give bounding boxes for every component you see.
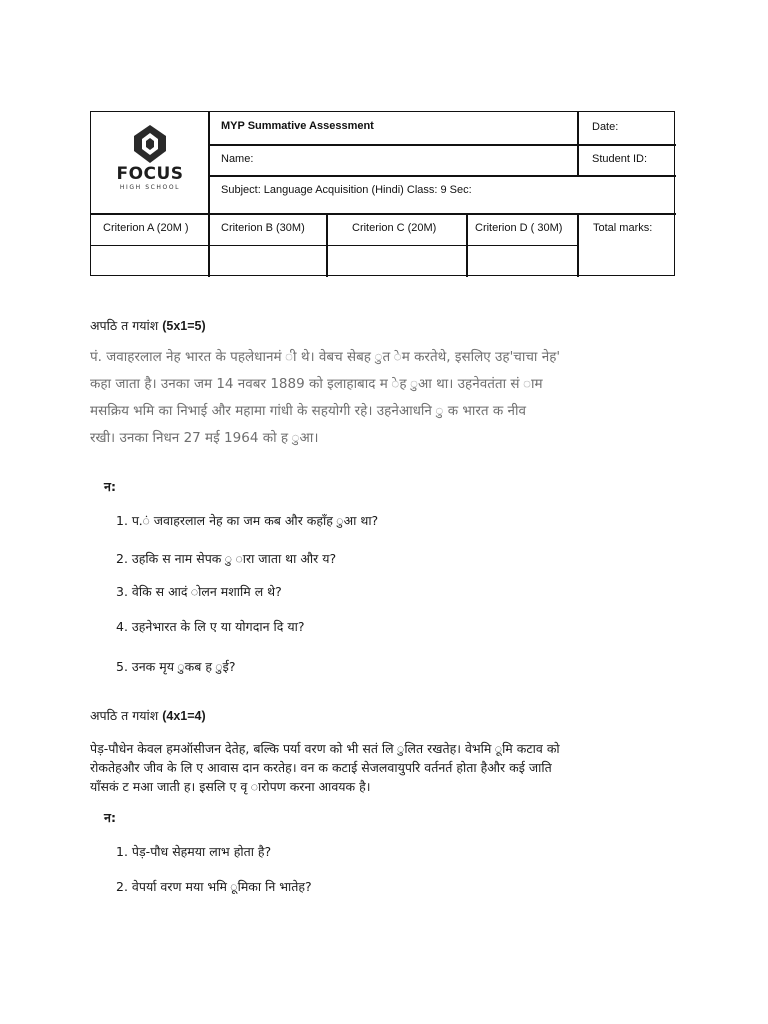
passage-line: याँसकं ट मआ जाती ह। इसलि ए वृ ारोपण करना आवयक है। — [90, 779, 371, 794]
divider — [91, 245, 577, 246]
section2-questions-label: न: — [104, 810, 116, 825]
question-item: 1. प.ं जवाहरलाल नेह का जम कब और कहाँह ुआ था? — [116, 513, 379, 528]
divider — [208, 175, 676, 177]
passage-line: कहा जाता है। उनका जम 14 नवबर 1889 को इलाहाबाद म ेह ुआ था। उहनेवतंता सं ाम — [90, 376, 543, 392]
criterion-c-label: Criterion C (20M) — [352, 222, 437, 234]
question-item: 1. पेड़-पौध सेहमया लाभ होता है? — [116, 844, 272, 859]
subject-line: Subject: Language Acquisition (Hindi) Class: 9 Sec: — [221, 184, 472, 196]
header-table — [90, 111, 675, 276]
school-logo-icon — [131, 124, 169, 164]
divider — [466, 213, 468, 277]
criterion-b-label: Criterion B (30M) — [221, 222, 305, 234]
question-item: 4. उहनेभारत के लि ए या योगदान दि या? — [116, 619, 305, 634]
date-label: Date: — [592, 121, 619, 133]
question-item: 5. उनक मृय ुकब ह ुई? — [116, 659, 236, 674]
logo-brand: FOCUS — [116, 164, 184, 184]
section2-marks: (4x1=4) — [162, 709, 206, 723]
section2-heading — [90, 707, 206, 724]
passage-line: पं. जवाहरलाल नेह भारत के पहलेधानमं ी थे। वेबच सेबह ुत ेम करतेथे, इसलिए उह'चाचा नेह' — [90, 349, 561, 365]
passage-line: मसक्रिय भमि का निभाई और महामा गांधी के सहयोगी रहे। उहनेआधनि ु क भारत क नीव — [90, 403, 527, 419]
question-item: 3. वेकि स आदं ोलन मशामि ल थे? — [116, 584, 282, 599]
assessment-title: MYP Summative Assessment — [221, 120, 374, 132]
section1-questions-label: न: — [104, 479, 116, 494]
section2-title: अपठि त गयांश — [90, 708, 159, 723]
divider — [577, 213, 579, 277]
criterion-a-label: Criterion A (20M ) — [103, 222, 189, 234]
section1-heading — [90, 317, 206, 334]
criterion-d-label: Criterion D ( 30M) — [475, 222, 563, 234]
divider — [208, 144, 676, 146]
passage-line: रोकतेहऔर जीव के लि ए आवास दान करतेह। वन क कटाई सेजलवायुपरि वर्तनर्त होता हैऔर कई जाति — [90, 760, 552, 775]
passage-line: पेड़-पौधेन केवल हमऑसीजन देतेह, बल्कि पर्या वरण को भी सतं लि ुलित रखतेह। वेभमि ूमि कटाव को — [90, 741, 560, 756]
total-marks-label: Total marks: — [593, 222, 653, 234]
question-item: 2. उहकि स नाम सेपक ु ारा जाता था और य? — [116, 551, 337, 566]
section1-title: अपठि त गयांश — [90, 318, 159, 333]
section2-passage — [90, 739, 685, 796]
divider — [326, 213, 328, 277]
name-label: Name: — [221, 153, 254, 165]
question-item: 2. वेपर्या वरण मया भमि ूमिका नि भातेह? — [116, 879, 312, 894]
passage-line: रखी। उनका निधन 27 मई 1964 को ह ुआ। — [90, 430, 319, 446]
logo-subtitle: HIGH SCHOOL — [119, 184, 181, 191]
student-id-label: Student ID: — [592, 153, 648, 165]
section1-marks: (5x1=5) — [162, 319, 206, 333]
section1-passage — [90, 344, 680, 452]
school-logo — [91, 112, 209, 214]
